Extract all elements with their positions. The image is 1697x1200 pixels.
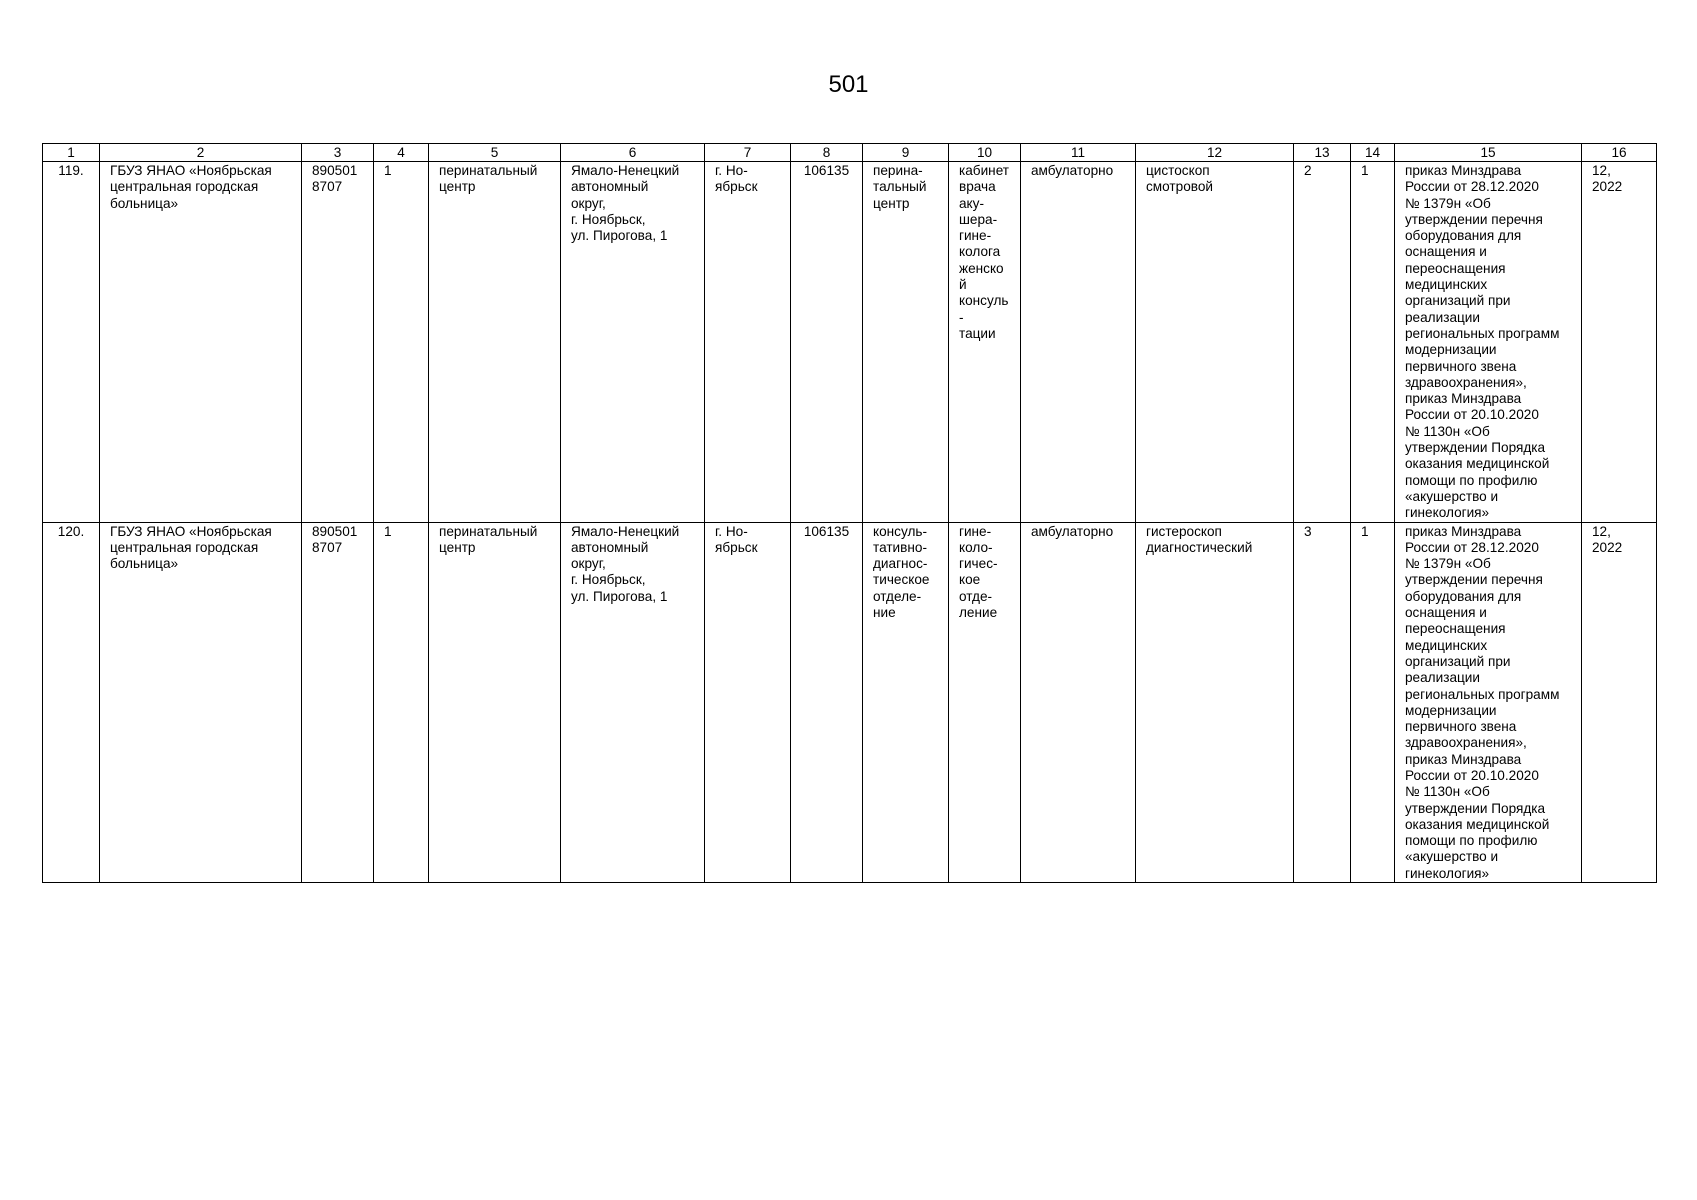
column-header: 3 — [302, 144, 374, 162]
column-header: 4 — [374, 144, 429, 162]
column-header: 10 — [949, 144, 1021, 162]
column-header: 5 — [429, 144, 561, 162]
column-header: 11 — [1021, 144, 1136, 162]
cell-col-13: 3 — [1294, 522, 1351, 883]
column-header: 16 — [1582, 144, 1657, 162]
address: Ямало-Ненецкий автономный округ, г. Ноябрьск, ул. Пирогова, 1 — [561, 162, 705, 523]
legal-basis: приказ Минздрава России от 28.12.2020 № 1379н «Об утверждении перечня оборудования для оснащения и переоснащения медицинских организаций при реализации региональных программ модернизации первичного звена здравоохранения», приказ Минздрава России от 20.10.2020 № 1130н «Об утверждении Порядка оказания медицинской помощи по профилю «акушерство и гинекология» — [1395, 522, 1582, 883]
table-row — [43, 162, 1657, 523]
column-header: 14 — [1351, 144, 1395, 162]
table-row — [43, 522, 1657, 883]
table-header-row — [43, 144, 1657, 162]
inn-code: 890501 8707 — [302, 522, 374, 883]
column-header: 6 — [561, 144, 705, 162]
due-date: 12, 2022 — [1582, 162, 1657, 523]
due-date: 12, 2022 — [1582, 522, 1657, 883]
column-header: 1 — [43, 144, 100, 162]
inn-code: 890501 8707 — [302, 162, 374, 523]
equipment-table — [42, 143, 1657, 883]
cell-col-4: 1 — [374, 162, 429, 523]
city: г. Но- ябрьск — [705, 522, 791, 883]
column-header: 15 — [1395, 144, 1582, 162]
city: г. Но- ябрьск — [705, 162, 791, 523]
cell-col-14: 1 — [1351, 522, 1395, 883]
facility-type: перинатальный центр — [429, 522, 561, 883]
department: гине- коло- гичес- кое отде- ление — [949, 522, 1021, 883]
facility-type: перинатальный центр — [429, 162, 561, 523]
legal-basis: приказ Минздрава России от 28.12.2020 № 1379н «Об утверждении перечня оборудования для оснащения и переоснащения медицинских организаций при реализации региональных программ модернизации первичного звена здравоохранения», приказ Минздрава России от 20.10.2020 № 1130н «Об утверждении Порядка оказания медицинской помощи по профилю «акушерство и гинекология» — [1395, 162, 1582, 523]
care-form: амбулаторно — [1021, 162, 1136, 523]
organization-name: ГБУЗ ЯНАО «Ноябрьская центральная городская больница» — [100, 522, 302, 883]
subdivision: перина- тальный центр — [863, 162, 949, 523]
column-header: 2 — [100, 144, 302, 162]
cell-col-14: 1 — [1351, 162, 1395, 523]
column-header: 8 — [791, 144, 863, 162]
column-header: 7 — [705, 144, 791, 162]
row-number: 120. — [43, 522, 100, 883]
cell-col-4: 1 — [374, 522, 429, 883]
equipment-name: цистоскоп смотровой — [1136, 162, 1294, 523]
care-form: амбулаторно — [1021, 522, 1136, 883]
equipment-name: гистероскоп диагностический — [1136, 522, 1294, 883]
organization-name: ГБУЗ ЯНАО «Ноябрьская центральная городская больница» — [100, 162, 302, 523]
address: Ямало-Ненецкий автономный округ, г. Ноябрьск, ул. Пирогова, 1 — [561, 522, 705, 883]
cell-col-13: 2 — [1294, 162, 1351, 523]
column-header: 13 — [1294, 144, 1351, 162]
page-number: 501 — [828, 71, 869, 98]
column-header: 9 — [863, 144, 949, 162]
row-number: 119. — [43, 162, 100, 523]
code: 106135 — [791, 522, 863, 883]
subdivision: консуль- тативно- диагнос- тическое отделе- ние — [863, 522, 949, 883]
department: кабинет врача аку- шера- гине- колога женской консуль- тации — [949, 162, 1021, 523]
code: 106135 — [791, 162, 863, 523]
column-header: 12 — [1136, 144, 1294, 162]
